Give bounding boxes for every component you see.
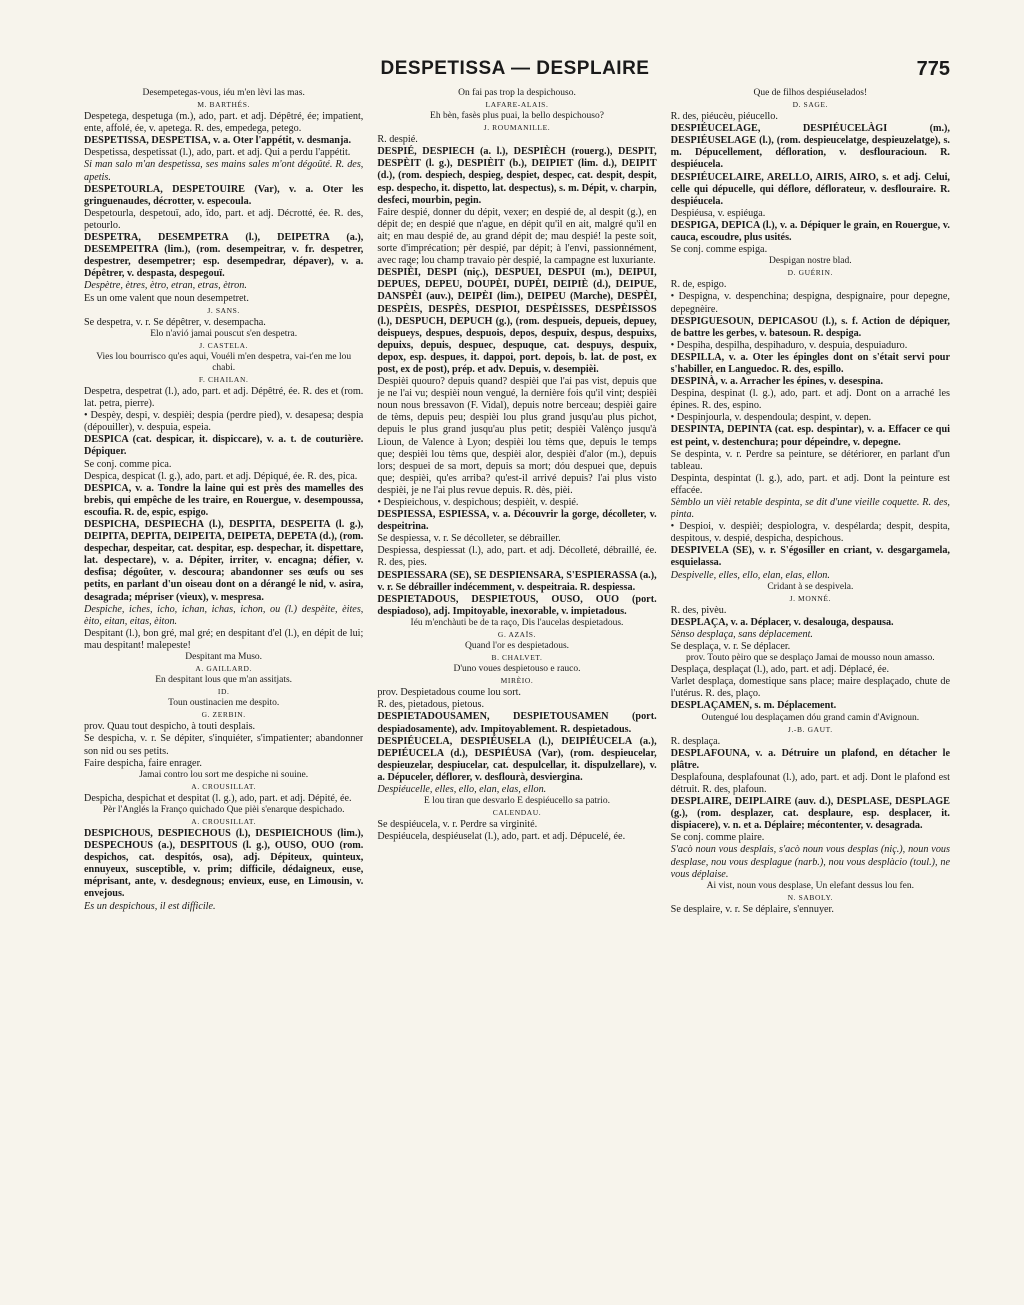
dictionary-entry: Se despiessa, v. r. Se décolleter, se débrailler. (377, 533, 561, 545)
column-left (84, 88, 363, 1298)
citation-author: MIRÈIO. (500, 676, 534, 686)
column-right (671, 88, 950, 1298)
dictionary-entry: Despitant (l.), bon gré, mal gré; en despitant d'el (l.), en dépit de lui; mau despitant! malepeste! (84, 627, 364, 651)
dictionary-entry: DESPLAÇAMEN, s. m. Déplacement. (670, 700, 837, 712)
dictionary-entry: R. despié. (377, 134, 418, 146)
citation-author: ID. (217, 687, 230, 697)
dictionary-entry: DESPIETADOUS, DESPIETOUS, OUSO, OUO (port. despiadoso), adj. Impitoyable, inexorable, v. impietadous. (377, 593, 657, 617)
dictionary-entry: Es un ome valent que noun desempetret. (84, 292, 249, 304)
citation-author: G. ZERBIN. (201, 710, 246, 720)
dictionary-entry: DESPILLA, v. a. Oter les épingles dont on s'était servi pour s'habiller, en Languedoc. R. des, espillo. (670, 351, 950, 375)
citation-author: A. CROUSILLAT. (191, 781, 257, 791)
running-head: DESPETISSA — DESPLAIRE (380, 58, 650, 79)
quotation: Jamai contro lou sort me despiche ni souine. (139, 769, 309, 780)
dictionary-entry: Se despiéucela, v. r. Perdre sa virginité. (377, 819, 538, 831)
dictionary-entry: Despetra, despetrat (l.), ado, part. et adj. Dépêtré, ée. R. des et (rom. lat. petra, pierre). (84, 385, 364, 410)
dictionary-entry: Faire despié, donner du dépit, vexer; en despié de, al despit (g.), en dépit de; en despié que n'ague, en dépit qu'il en ait, malgré qu'il en ait; en mau despié de, au grand dépit de; mau despié! la peste soit, sorte d'imprécation; pèr despié, par dépit; à l'envi, passionnément, avec rage; lou champ travaio pèr despié, la campagne est luxuriante. (377, 206, 657, 267)
dictionary-entry: DESPIESSA, ESPIESSA, v. a. Découvrir la gorge, décolleter, v. despeitrina. (377, 509, 657, 533)
dictionary-entry: Sèmblo un vièi retable despinta, se dit d'une vieille coquette. R. des, pinta. (670, 497, 950, 521)
dictionary-entry: • Despiha, despilha, despihaduro, v. despuia, despuiaduro. (670, 339, 908, 351)
citation-author: A. CROUSILLAT. (191, 816, 257, 826)
dictionary-entry: Se conj. comme espiga. (670, 244, 768, 256)
dictionary-entry: • Despieichous, v. despichous; despièit, v. despié. (377, 497, 579, 508)
quotation: Vies lou bourrisco qu'es aqui, Vouéli m'en despetra, vai-t'en me lou chabi. (96, 351, 352, 373)
dictionary-entry: R. des, pivèu. (670, 604, 727, 616)
dictionary-entry: Es un despichous, il est difficile. (84, 900, 216, 912)
dictionary-entry: DESPIVELA (SE), v. r. S'égosiller en criant, v. desgargamela, esquielassa. (670, 545, 950, 569)
citation-author: LAFARE-ALAIS. (485, 100, 549, 109)
dictionary-entry: Faire despicha, faire enrager. (84, 757, 202, 769)
dictionary-entry: Despiche, iches, icho, ichan, ichas, ichon, ou (l.) despèite, èites, èito, eitan, eitas, èiton. (84, 603, 364, 627)
dictionary-entry: Se despinta, v. r. Perdre sa peinture, se détériorer, en parlant d'un tableau. (670, 448, 950, 472)
citation-author: N. SABOLY. (787, 892, 833, 902)
dictionary-entry: • Despigna, v. despenchina; despigna, despignaire, pour depegne, depegnèire. (670, 291, 950, 315)
dictionary-entry: Despièi quouro? depuis quand? despièi que l'ai pas vist, depuis que je ne l'ai vu; despièi noun vengué, la dernière fois qu'il vint; despièi noun nous bressavon (F. Vidal), depuis notre berceau; despièi gaire de tèms, depuis peu; despièi lou plus grand jusqu'au plus pichot, depuis le plus grand jusqu'au plus petit; despièi Valènço jusqu'à Lioun, de Valence à Lyon; despièi lou tèms que, depuis le temps que; despièi lou tèms que, despièi alor, despièi d'alor (m.), depuis lors; despuei de sa mort, depuis sa mort; dóu despuei que, depuis que; despièi, qu'es arriba? qu'est-il arrivé depuis? l'ai plus visto despièi, je ne l'ai plus revue depuis. R. dès, pièi. (377, 376, 657, 496)
dictionary-entry: prov. Despietadous coume lou sort. (377, 687, 521, 699)
dictionary-entry: DESPICHA, DESPIECHA (l.), DESPITA, DESPEITA (l. g.), DEIPITA, DEPITA, DEIPEITA, DEIPETA, DEPETA (d.), (rom. despechar, despeitar, cat. despitar, esp. despechar, it. dispettare, lat. despectare), v. a. Dépiter, irriter, v. encagna; défier, v. desfisa; dégoûter, v. descoura; abandonner ses œufs ou ses petits, en parlant d'un oiseau dont on a dérangé le nid, v. asira, desagrada; mépriser (vieux), v. mespresa. (84, 519, 364, 603)
quotation: Desempetegas-vous, iéu m'en lèvi las mas. (142, 88, 305, 98)
quotation: Pèr l'Anglés la Franço quichado Que pièi s'enarque despichado. (102, 804, 345, 815)
dictionary-entry: • Despèy, despi, v. despièi; despia (perdre pied), v. desapesa; despia (dépouiller), v. despuia, espeia. (84, 410, 364, 434)
dictionary-entry: DESPLAFOUNA, v. a. Détruire un plafond, en détacher le plâtre. (670, 747, 950, 771)
citation-author: F. CHAILAN. (198, 374, 249, 384)
citation-author: J. SANS. (207, 305, 240, 315)
quotation: Quand l'or es despietadous. (464, 641, 570, 652)
dictionary-entry: Despivelle, elles, ello, elan, elas, ellon. (670, 569, 830, 581)
citation-author: J. ROUMANILLE. (483, 123, 551, 133)
dictionary-entry: Se desplaça, v. r. Se déplacer. (670, 641, 791, 653)
dictionary-entry: Despinta, despintat (l. g.), ado, part. et adj. Dont la peinture est effacée. (670, 472, 950, 496)
dictionary-entry: Se despicha, v. r. Se dépiter, s'inquiéter, s'impatienter; abandonner son nid ou ses petits. (84, 733, 364, 757)
citation-author: B. CHALVET. (491, 653, 543, 663)
citation-author: D. GUÉRIN. (787, 268, 833, 278)
quotation: En despitant lous que m'an assitjats. (155, 675, 293, 686)
quotation: D'uno voues despietouso e rauco. (453, 664, 581, 675)
dictionary-columns (84, 88, 950, 1298)
dictionary-entry: Despiéucela, despiéuselat (l.), ado, part. et adj. Dépucelé, ée. (377, 831, 626, 843)
quotation: Ai vist, noun vous desplase, Un elefant dessus lou fen. (706, 880, 915, 891)
dictionary-entry: Despina, despinat (l. g.), ado, part. et adj. Dont on a arraché les épines. R. des, espino. (670, 388, 950, 412)
dictionary-entry: DESPICA, v. a. Tondre la laine qui est près des mamelles des brebis, qui empêche de les traire, en Rouergue, v. desempoussa, escoufia. R. de, espic, espigo. (84, 482, 364, 518)
dictionary-entry: Despetissa, despetissat (l.), ado, part. et adj. Qui a perdu l'appétit. (84, 147, 351, 159)
dictionary-entry: Despica, despicat (l. g.), ado, part. et adj. Dépiqué, ée. R. des, pica. (84, 470, 358, 482)
citation-author: J. MONNÉ. (789, 593, 832, 603)
quotation: Cridant à se despivela. (767, 581, 854, 592)
dictionary-entry: DESPLAÇA, v. a. Déplacer, v. desalouga, despausa. (670, 616, 894, 628)
dictionary-entry: DESPIÉUCELAGE, DESPIÉUCELÀGI (m.), DESPIÉUSELAGE (l.), (rom. despieucelatge, despieuzelatge), s. m. Dépucellement, défloration, v. desflouracioun. R. despiéucela. (670, 123, 950, 171)
dictionary-entry: S'acò noun vous desplais, s'acò noun vous desplas (niç.), noun vous desplase, nou vous desplague (narb.), nou vous desplàcio (toul.), ne vous déplaise. (670, 844, 950, 880)
quotation: Iéu m'enchàuti be de ta raço, Dis l'aucelas despietadous. (410, 617, 624, 628)
dictionary-entry: Se conj. comme pica. (84, 458, 172, 470)
quotation: Que de filhos despiéuselados! (753, 88, 868, 98)
dictionary-entry: Sènso desplaça, sans déplacement. (670, 628, 813, 640)
citation-author: M. BARTHÉS. (197, 100, 250, 109)
dictionary-entry: DESPIÈI, DESPI (niç.), DESPUEI, DESPUI (m.), DEIPUI, DEPUES, DEPEU, DOUPÈI, DUPÈI, DEIPIÈ (d.), DEIPUE, DANSPÈI (auv.), DEIPÈI (lim.), DEIPEU (Marche), DESPÈI, DESPÈIS, DESPÈS, DESPIOI, DESPÈISSES, DESPÈISSOS (l.), DESPUCH, DEPUCH (g.), (rom. despueis, depueis, depuey, deispueys, despues, despuois, depos, despuix, despus, despuixs, depuixs, depuis, despuec, despuque, cat. despuys, despuix, depox, esp. despues, it. dappoi, port. depois, b. lat. de post, ex post, ex de post), prép. et adv. Depuis, v. desempièi. (377, 267, 657, 375)
quotation: Elo n'avió jamai pouscut s'en despetra. (150, 328, 298, 339)
quotation: Toun oustinacien me despito. (168, 698, 280, 709)
dictionary-entry: DESPIÉUCELA, DESPIÉUSELA (l.), DEIPIÉUCELA (a.), DEPIÉUCELA (d.), DESPIÉUSA (Var), (rom. despieucelar, despieuzelar, despiucelar, cat. despulcellar, it. dispulzellare), v. a. Dépuceler, déflorer, v. desflourà, desviergina. (377, 735, 657, 783)
quotation: Eh bèn, fasès plus puai, la bello despichouso? (430, 111, 604, 122)
dictionary-entry: R. de, espigo. (670, 279, 727, 291)
citation-author: J. CASTELA. (199, 340, 249, 350)
dictionary-entry: Despètre, ètres, ètro, etran, etras, ètron. (84, 280, 247, 292)
page-header (80, 58, 950, 82)
dictionary-entry: DESPETRA, DESEMPETRA (l.), DEIPETRA (a.), DESEMPEITRA (lim.), (rom. desempeitrar, v. fr. despetrer, despestrer, desempetrer; esp. desempedrar, dépaver), v. a. Dépêtrer, v. despasta, despegouï. (84, 232, 364, 280)
dictionary-entry: DESPETOURLA, DESPETOUIRE (Var), v. a. Oter les gringuenaudes, décrotter, v. especoula. (84, 183, 364, 207)
dictionary-entry: R. desplaça. (670, 735, 721, 747)
citation-author: J.-B. GAUT. (787, 724, 833, 734)
dictionary-entry: • Despioi, v. despièi; despiologra, v. despélarda; despit, despita, despitous, v. despié, despicha, despichous. (670, 521, 950, 545)
dictionary-entry: Si man salo m'an despetissa, ses mains sales m'ont dégoûté. R. des, apetis. (84, 159, 364, 183)
quotation: On fai pas trop la despichouso. (458, 88, 576, 98)
dictionary-entry: DESPIGUESOUN, DEPICASOU (l.), s. f. Action de dépiquer, de battre les gerbes, v. batesoun. R. despiga. (670, 315, 950, 339)
dictionary-entry: DESPIESSARA (SE), SE DESPIENSARA, S'ESPIERASSA (a.), v. r. Se débrailler indécemment, v. despeitraia. R. despiessa. (377, 569, 657, 593)
dictionary-entry: • Despinjourla, v. despendoula; despint, v. depen. (670, 412, 872, 424)
dictionary-entry: R. des, pietadous, pietous. (377, 699, 485, 711)
citation-author: CALENDAU. (492, 808, 542, 818)
dictionary-entry: Se conj. comme plaire. (670, 832, 765, 844)
quotation: E lou tiran que desvarlo E despiéucello sa patrio. (424, 796, 610, 807)
dictionary-entry: prov. Quau tout despicho, à touti desplais. (84, 721, 256, 733)
column-middle (377, 88, 656, 1298)
quotation: Outengué lou desplaçamen dóu grand camin d'Avignoun. (701, 712, 920, 723)
dictionary-entry: Desplaça, desplaçat (l.), ado, part. et adj. Déplacé, ée. (670, 664, 890, 676)
dictionary-entry: DESPIÉUCELAIRE, ARELLO, AIRIS, AIRO, s. et adj. Celui, celle qui dépucelle, qui déflore, déflorateur, v. desflouraire. R. despiéucela. (670, 171, 950, 207)
dictionary-entry: DESPINÀ, v. a. Arracher les épines, v. desespina. (670, 376, 883, 388)
dictionary-entry: DESPINTA, DEPINTA (cat. esp. despintar), v. a. Effacer ce qui est peint, v. destenchura; pour dépeindre, v. depegne. (670, 424, 950, 448)
dictionary-entry: Se despetra, v. r. Se dépêtrer, v. desempacha. (84, 316, 266, 328)
citation-author: G. AZAÏS. (497, 629, 537, 639)
dictionary-entry: Despiéucelle, elles, ello, elan, elas, ellon. (377, 783, 547, 795)
dictionary-entry: Despicha, despichat et despitat (l. g.), ado, part. et adj. Dépité, ée. (84, 792, 352, 804)
dictionary-entry: Se desplaire, v. r. Se déplaire, s'ennuyer. (670, 903, 834, 915)
citation-author: D. SAGE. (792, 100, 829, 109)
citation-author: A. GAILLARD. (195, 664, 252, 674)
dictionary-entry: Despetega, despetuga (m.), ado, part. et adj. Dépêtré, ée; impatient, ente, affolé, ée, v. apetega. R. des, empedega, petego. (84, 111, 364, 135)
dictionary-entry: DESPIGA, DEPICA (l.), v. a. Dépiquer le grain, en Rouergue, v. cauca, escoudre, plus usités. (670, 219, 950, 244)
dictionary-entry: Despetourla, despetouï, ado, ïdo, part. et adj. Décrotté, ée. R. des, petourlo. (84, 207, 364, 231)
dictionary-entry: R. des, piéucèu, piéucello. (670, 111, 778, 123)
dictionary-entry: Despiéusa, v. espiéuga. (670, 207, 766, 219)
dictionary-entry: DESPICHOUS, DESPIECHOUS (l.), DESPIEICHOUS (lim.), DESPECHOUS (a.), DESPITOUS (l. g.), OUSO, OUO (rom. despichos, cat. despitós, osa), adj. Dépiteux, quinteux, ennuyeux, susceptible, v. prim; difficile, dédaigneux, euse, méprisant, ante, v. desdegnous; envieux, euse, en Limousin, v. envejous. (84, 827, 364, 900)
dictionary-entry: Desplafouna, desplafounat (l.), ado, part. et adj. Dont le plafond est détruit. R. des, plafoun. (670, 771, 950, 795)
quotation: Despitant ma Muso. (185, 652, 263, 663)
page-number: 775 (916, 58, 950, 80)
quotation: prov. Touto pèiro que se desplaço Jamai de mousso noun amasso. (685, 653, 935, 664)
dictionary-entry: Despiessa, despiessat (l.), ado, part. et adj. Décolleté, débraillé, ée. R. des, pies. (377, 545, 657, 569)
dictionary-entry: DESPETISSA, DESPETISA, v. a. Oter l'appétit, v. desmanja. (84, 135, 351, 147)
dictionary-entry: DESPIÉ, DESPIECH (a. l.), DESPIÈCH (rouerg.), DESPIT, DESPÈIT (l. g.), DESPIÈIT (b.), DEIPIET (lim. d.), DEIPIT (d.), (rom. despiech, despieg, despiet, despec, cat. despit, despit, esp. despecho, it. dispetto, lat. despectus), s. m. Dépit, v. charpin, desfeci, mourbin, pegin. (377, 146, 657, 206)
dictionary-entry: Varlet desplaça, domestique sans place; maire desplaçado, chute de l'utérus. R. des, plaço. (670, 676, 950, 700)
dictionary-entry: DESPICA (cat. despicar, it. dispiccare), v. a. t. de couturière. Dépiquer. (84, 434, 364, 458)
dictionary-entry: DESPLAIRE, DEIPLAIRE (auv. d.), DESPLASE, DESPLAGE (g.), (rom. desplazer, cat. desplaure, esp. desplacer, it. dispiacere), v. n. et a. Déplaire; mécontenter, v. desagrada. (670, 796, 950, 832)
quotation: Despigan nostre blad. (769, 256, 852, 267)
dictionary-entry: DESPIETADOUSAMEN, DESPIETOUSAMEN (port. despiadosamente), adv. Impitoyablement. R. despietadous. (377, 711, 657, 735)
